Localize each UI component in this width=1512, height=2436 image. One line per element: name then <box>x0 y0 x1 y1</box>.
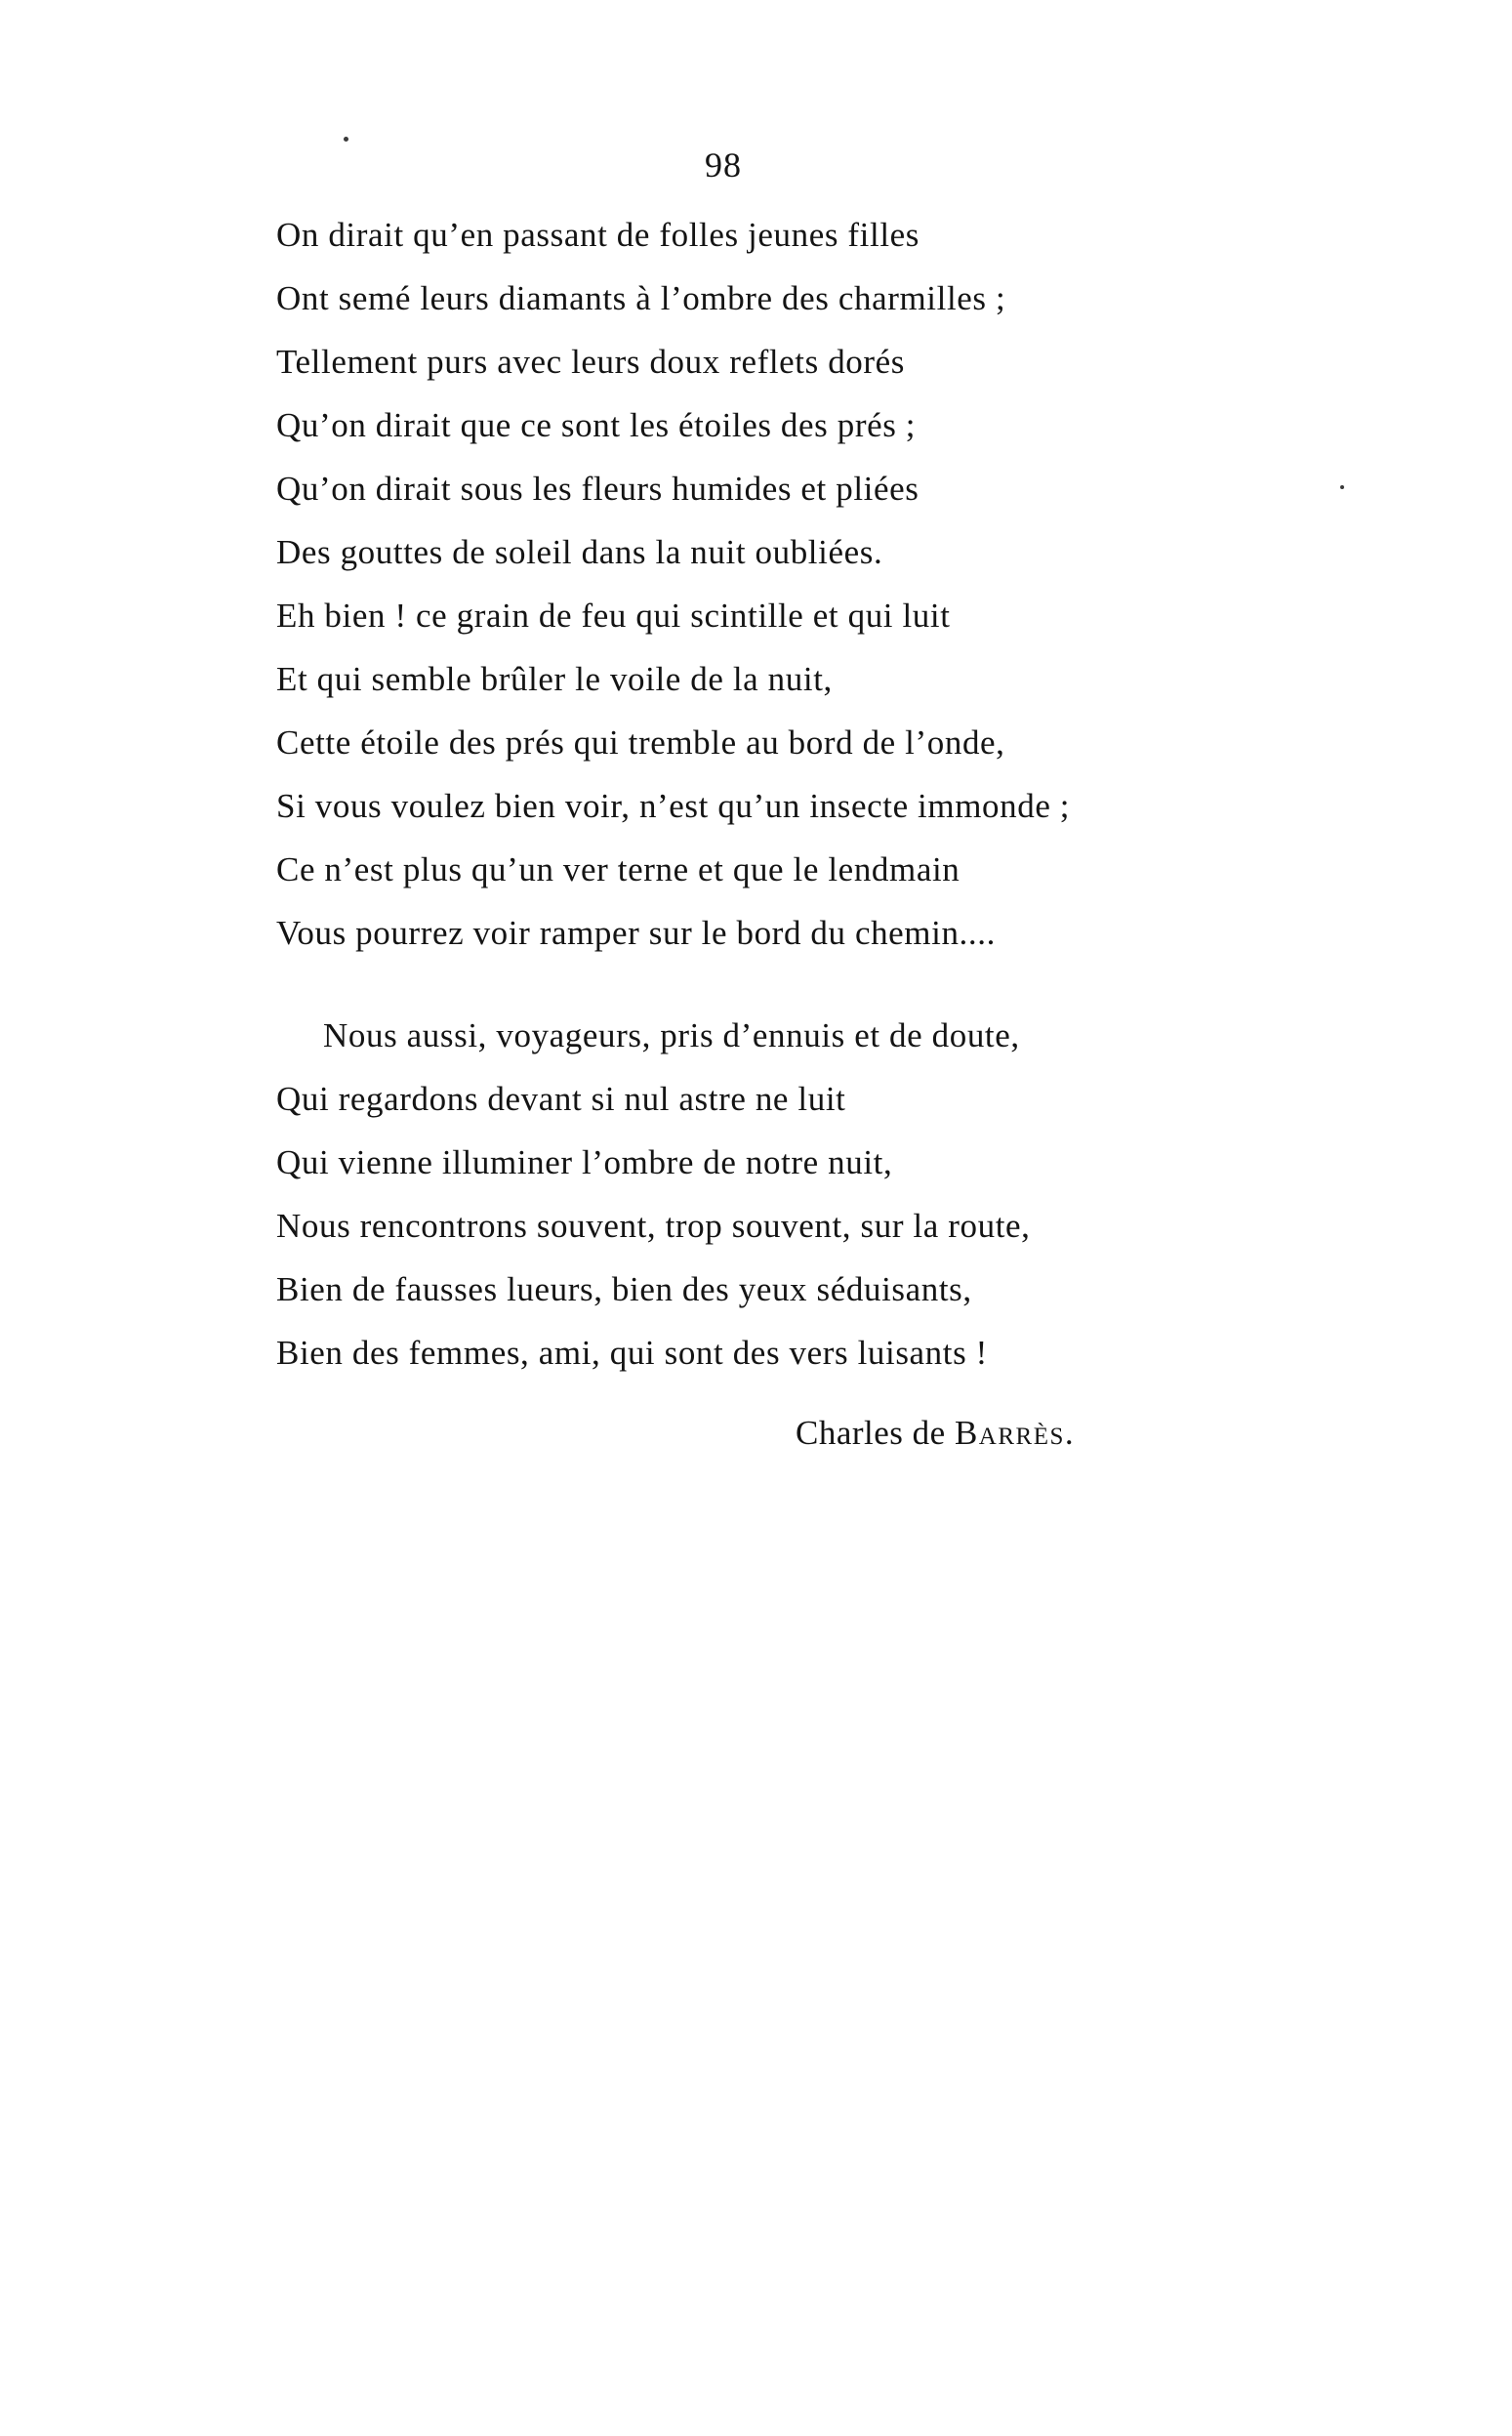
page-number: 98 <box>705 145 742 185</box>
poem-line: Nous rencontrons souvent, trop souvent, sur la route, <box>276 1207 1031 1245</box>
ink-speck <box>344 137 348 142</box>
poem-line: Nous aussi, voyageurs, pris d’ennuis et de doute, <box>323 1016 1020 1054</box>
author-signature <box>796 1414 1075 1453</box>
poem-line: Qu’on dirait que ce sont les étoiles des prés ; <box>276 406 917 444</box>
poem-line: Vous pourrez voir ramper sur le bord du chemin.... <box>276 914 996 952</box>
poem-line: Eh bien ! ce grain de feu qui scintille et qui luit <box>276 597 951 635</box>
ink-speck <box>1340 485 1344 489</box>
poem-stanza-2 <box>276 1004 1031 1384</box>
poem-line: Bien des femmes, ami, qui sont des vers luisants ! <box>276 1334 988 1372</box>
poem-line: Si vous voulez bien voir, n’est qu’un insecte immonde ; <box>276 787 1071 825</box>
poem-line: Bien de fausses lueurs, bien des yeux séduisants, <box>276 1270 972 1308</box>
poem-line: Qui vienne illuminer l’ombre de notre nuit, <box>276 1143 893 1181</box>
poem-line: Ce n’est plus qu’un ver terne et que le lendmain <box>276 850 960 888</box>
poem-line: Qu’on dirait sous les fleurs humides et pliées <box>276 470 919 508</box>
poem-line: Qui regardons devant si nul astre ne luit <box>276 1080 846 1118</box>
poem-stanza-1 <box>276 203 1070 965</box>
poem-line: Tellement purs avec leurs doux reflets dorés <box>276 343 906 381</box>
poem-line: Cette étoile des prés qui tremble au bord de l’onde, <box>276 723 1005 762</box>
signature-surname: Barrès. <box>954 1414 1076 1452</box>
poem-line: On dirait qu’en passant de folles jeunes filles <box>276 216 920 254</box>
poem-line: Des gouttes de soleil dans la nuit oubliées. <box>276 533 883 571</box>
poem-line: Et qui semble brûler le voile de la nuit, <box>276 660 833 698</box>
signature-first-name: Charles de <box>796 1414 955 1452</box>
poem-line: Ont semé leurs diamants à l’ombre des charmilles ; <box>276 279 1006 317</box>
